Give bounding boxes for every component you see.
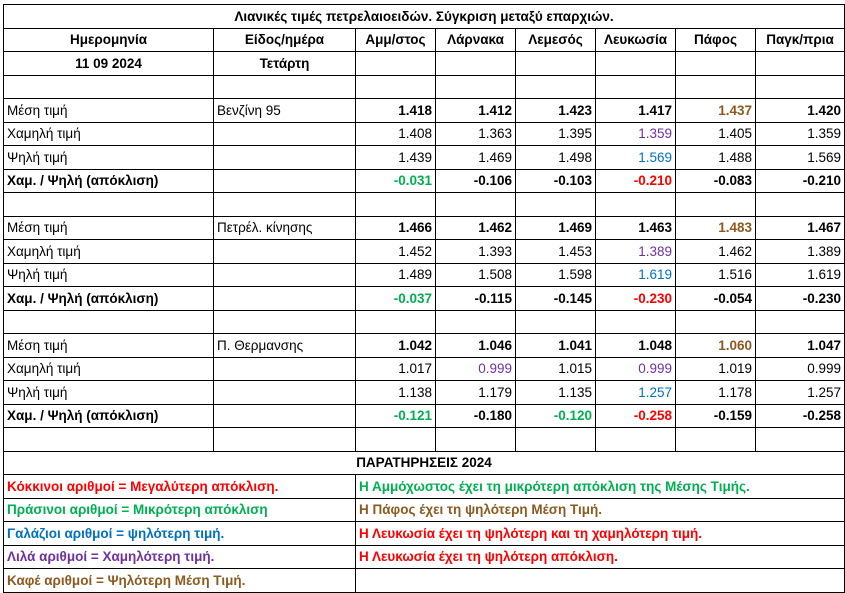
price-cell-limassol: 1.423 <box>516 99 596 123</box>
price-cell-larnaca: 1.046 <box>436 334 516 358</box>
price-cell-paphos: -0.054 <box>676 287 756 311</box>
table-row <box>4 122 845 146</box>
price-cell-pagkypria: 1.257 <box>756 381 845 405</box>
price-cell-ammochostos: 1.489 <box>356 263 436 287</box>
price-cell-pagkypria: 1.389 <box>756 240 845 264</box>
price-cell-larnaca: 0.999 <box>436 357 516 381</box>
row-label: Χαμηλή τιμή <box>4 357 214 381</box>
observation-note: Η Λευκωσία έχει τη ψηλότερη απόκλιση. <box>356 545 845 569</box>
note-row <box>4 498 845 522</box>
row-label: Ψηλή τιμή <box>4 381 214 405</box>
product-name: Πετρέλ. κίνησης <box>214 216 356 240</box>
product-name <box>214 357 356 381</box>
price-cell-larnaca: 1.462 <box>436 216 516 240</box>
row-label: Χαμηλή τιμή <box>4 122 214 146</box>
price-cell-nicosia: 1.417 <box>596 99 676 123</box>
price-cell-ammochostos: 1.418 <box>356 99 436 123</box>
price-cell-pagkypria: 0.999 <box>756 357 845 381</box>
price-comparison-sheet <box>3 4 845 593</box>
observation-note: Η Λευκωσία έχει τη ψηλότερη και τη χαμηλότερη τιμή. <box>356 522 845 546</box>
price-cell-nicosia: 1.257 <box>596 381 676 405</box>
legend-note: Πράσινοι αριθμοί = Μικρότερη απόκλιση <box>4 498 356 522</box>
price-cell-nicosia: -0.210 <box>596 169 676 193</box>
price-cell-pagkypria: 1.619 <box>756 263 845 287</box>
price-cell-ammochostos: -0.037 <box>356 287 436 311</box>
price-cell-paphos: 1.483 <box>676 216 756 240</box>
price-cell-pagkypria: 1.569 <box>756 146 845 170</box>
notes-title: ΠΑΡΑΤΗΡΗΣΕΙΣ 2024 <box>4 451 845 475</box>
price-cell-limassol: 1.498 <box>516 146 596 170</box>
product-name <box>214 404 356 428</box>
observation-note <box>356 569 845 593</box>
price-cell-ammochostos: 1.017 <box>356 357 436 381</box>
product-name <box>214 287 356 311</box>
spacer-row <box>4 75 845 99</box>
price-cell-ammochostos: -0.031 <box>356 169 436 193</box>
row-label: Χαμ. / Ψηλή (απόκλιση) <box>4 287 214 311</box>
col-header-paphos: Πάφος <box>676 28 756 52</box>
price-cell-limassol: 1.598 <box>516 263 596 287</box>
price-cell-paphos: 1.019 <box>676 357 756 381</box>
product-name <box>214 263 356 287</box>
price-cell-limassol: 1.453 <box>516 240 596 264</box>
price-cell-limassol: -0.145 <box>516 287 596 311</box>
product-name <box>214 146 356 170</box>
row-label: Μέση τιμή <box>4 334 214 358</box>
price-cell-paphos: -0.159 <box>676 404 756 428</box>
price-cell-pagkypria: -0.230 <box>756 287 845 311</box>
price-cell-paphos: 1.437 <box>676 99 756 123</box>
price-cell-paphos: 1.060 <box>676 334 756 358</box>
price-cell-larnaca: -0.115 <box>436 287 516 311</box>
price-cell-nicosia: 1.463 <box>596 216 676 240</box>
col-header-ammochostos: Αμμ/στος <box>356 28 436 52</box>
row-label: Μέση τιμή <box>4 216 214 240</box>
table-row <box>4 216 845 240</box>
row-label: Ψηλή τιμή <box>4 146 214 170</box>
date-row <box>4 52 845 76</box>
price-cell-limassol: 1.041 <box>516 334 596 358</box>
price-cell-nicosia: -0.258 <box>596 404 676 428</box>
table-row <box>4 381 845 405</box>
price-cell-paphos: 1.178 <box>676 381 756 405</box>
table-row <box>4 287 845 311</box>
table-row <box>4 263 845 287</box>
price-cell-nicosia: 1.569 <box>596 146 676 170</box>
col-header-pagkypria: Παγκ/πρια <box>756 28 845 52</box>
note-row <box>4 569 845 593</box>
legend-note: Καφέ αριθμοί = Ψηλότερη Μέση Τιμή. <box>4 569 356 593</box>
price-cell-larnaca: -0.106 <box>436 169 516 193</box>
price-cell-limassol: -0.120 <box>516 404 596 428</box>
date-value: 11 09 2024 <box>4 52 214 76</box>
table-row <box>4 240 845 264</box>
table-row <box>4 334 845 358</box>
legend-note: Λιλά αριθμοί = Χαμηλότερη τιμή. <box>4 545 356 569</box>
col-header-limassol: Λεμεσός <box>516 28 596 52</box>
price-cell-paphos: 1.516 <box>676 263 756 287</box>
row-label: Μέση τιμή <box>4 99 214 123</box>
date-header: Ημερομηνία <box>4 28 214 52</box>
price-cell-paphos: 1.462 <box>676 240 756 264</box>
price-cell-nicosia: 0.999 <box>596 357 676 381</box>
price-cell-paphos: -0.083 <box>676 169 756 193</box>
price-cell-paphos: 1.488 <box>676 146 756 170</box>
table-row <box>4 357 845 381</box>
product-name: Βενζίνη 95 <box>214 99 356 123</box>
price-table <box>3 4 845 593</box>
price-cell-pagkypria: -0.210 <box>756 169 845 193</box>
notes-title-row <box>4 451 845 475</box>
legend-note: Κόκκινοι αριθμοί = Μεγαλύτερη απόκλιση. <box>4 475 356 499</box>
price-cell-larnaca: 1.393 <box>436 240 516 264</box>
row-label: Ψηλή τιμή <box>4 263 214 287</box>
spacer-row <box>4 310 845 334</box>
sheet-title: Λιανικές τιμές πετρελαιοειδών. Σύγκριση μεταξύ επαρχιών. <box>4 5 845 29</box>
price-cell-ammochostos: -0.121 <box>356 404 436 428</box>
price-cell-larnaca: -0.180 <box>436 404 516 428</box>
price-cell-nicosia: -0.230 <box>596 287 676 311</box>
table-row <box>4 404 845 428</box>
price-cell-nicosia: 1.389 <box>596 240 676 264</box>
price-cell-pagkypria: -0.258 <box>756 404 845 428</box>
price-cell-larnaca: 1.363 <box>436 122 516 146</box>
col-header-larnaca: Λάρνακα <box>436 28 516 52</box>
price-cell-larnaca: 1.508 <box>436 263 516 287</box>
observation-note: Η Αμμόχωστος έχει τη μικρότερη απόκλιση της Μέσης Τιμής. <box>356 475 845 499</box>
price-cell-limassol: 1.135 <box>516 381 596 405</box>
product-name: Π. Θερμανσης <box>214 334 356 358</box>
price-cell-ammochostos: 1.042 <box>356 334 436 358</box>
price-cell-limassol: 1.469 <box>516 216 596 240</box>
price-cell-ammochostos: 1.138 <box>356 381 436 405</box>
spacer-row <box>4 428 845 452</box>
product-name <box>214 240 356 264</box>
row-label: Χαμηλή τιμή <box>4 240 214 264</box>
note-row <box>4 522 845 546</box>
row-label: Χαμ. / Ψηλή (απόκλιση) <box>4 404 214 428</box>
table-row <box>4 99 845 123</box>
price-cell-nicosia: 1.048 <box>596 334 676 358</box>
price-cell-limassol: 1.015 <box>516 357 596 381</box>
price-cell-ammochostos: 1.452 <box>356 240 436 264</box>
note-row <box>4 475 845 499</box>
header-row <box>4 28 845 52</box>
note-row <box>4 545 845 569</box>
price-cell-ammochostos: 1.408 <box>356 122 436 146</box>
price-cell-nicosia: 1.619 <box>596 263 676 287</box>
legend-note: Γαλάζιοι αριθμοί = ψηλότερη τιμή. <box>4 522 356 546</box>
col-header-nicosia: Λευκωσία <box>596 28 676 52</box>
price-cell-pagkypria: 1.467 <box>756 216 845 240</box>
price-cell-ammochostos: 1.466 <box>356 216 436 240</box>
price-cell-pagkypria: 1.359 <box>756 122 845 146</box>
row-label: Χαμ. / Ψηλή (απόκλιση) <box>4 169 214 193</box>
price-cell-paphos: 1.405 <box>676 122 756 146</box>
price-cell-pagkypria: 1.420 <box>756 99 845 123</box>
table-row <box>4 169 845 193</box>
type-header: Είδος/ημέρα <box>214 28 356 52</box>
price-cell-pagkypria: 1.047 <box>756 334 845 358</box>
price-cell-limassol: -0.103 <box>516 169 596 193</box>
price-cell-larnaca: 1.179 <box>436 381 516 405</box>
price-cell-nicosia: 1.359 <box>596 122 676 146</box>
price-cell-larnaca: 1.469 <box>436 146 516 170</box>
product-name <box>214 169 356 193</box>
product-name <box>214 381 356 405</box>
table-row <box>4 146 845 170</box>
observation-note: Η Πάφος έχει τη ψηλότερη Μέση Τιμή. <box>356 498 845 522</box>
price-cell-ammochostos: 1.439 <box>356 146 436 170</box>
weekday-value: Τετάρτη <box>214 52 356 76</box>
product-name <box>214 122 356 146</box>
price-cell-larnaca: 1.412 <box>436 99 516 123</box>
price-cell-limassol: 1.395 <box>516 122 596 146</box>
spacer-row <box>4 193 845 217</box>
